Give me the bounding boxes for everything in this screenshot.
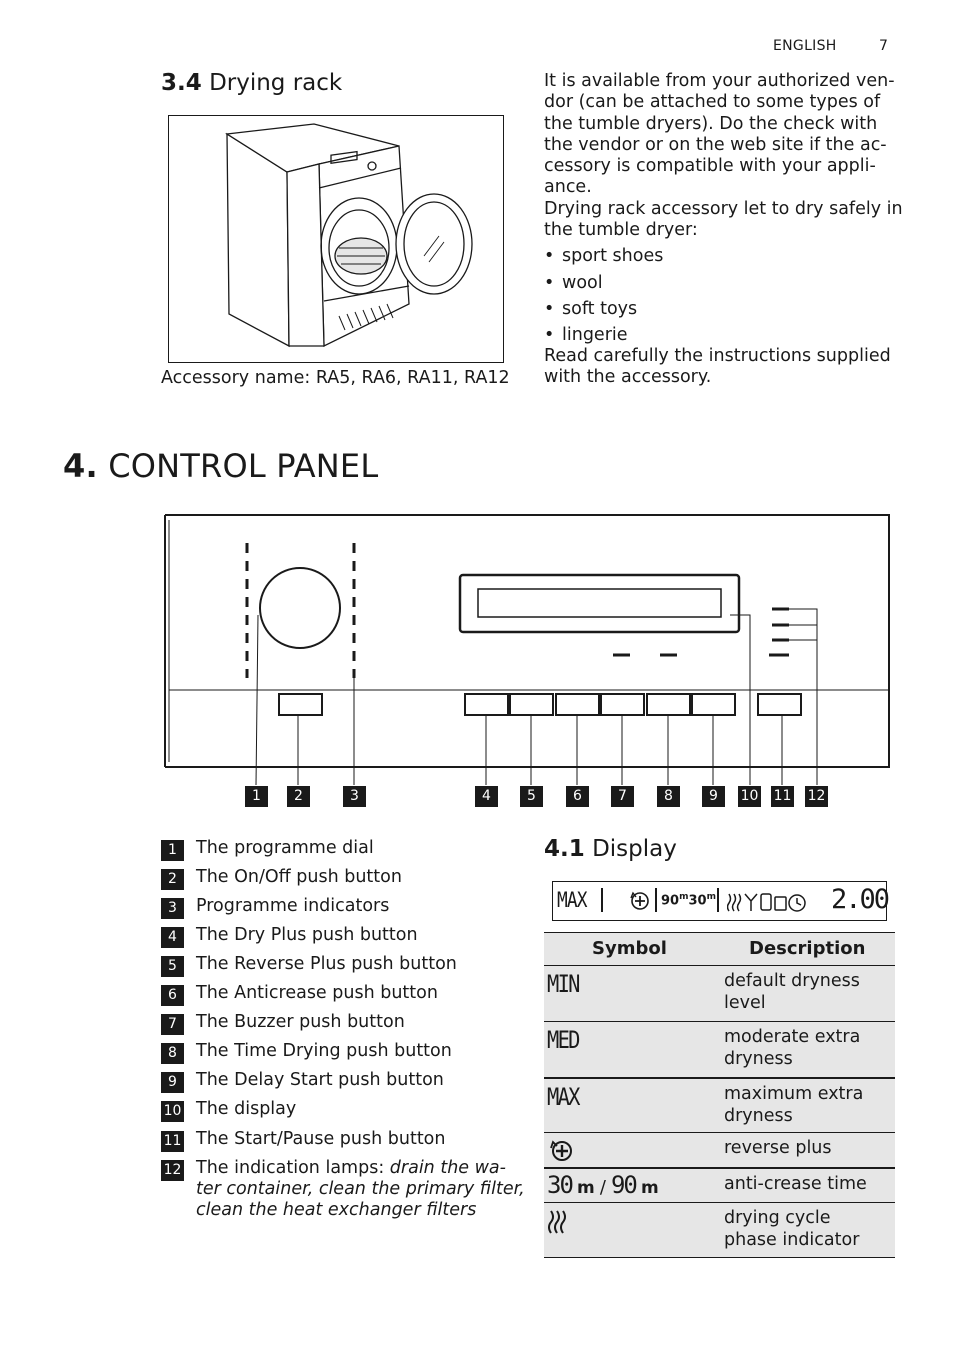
page-number: 7 [879, 38, 889, 54]
callout-2: 2 [287, 786, 310, 807]
item-number: 11 [161, 1131, 184, 1152]
drying-phase-icon [728, 894, 741, 911]
item-number: 3 [161, 898, 184, 919]
item-text: The Anticrease push button [196, 983, 438, 1003]
item-number: 12 [161, 1160, 184, 1181]
table-row [544, 1168, 895, 1203]
paragraph-availability [544, 71, 903, 241]
text-line: cessory is compatible with your appli- [544, 156, 876, 177]
callout-11: 11 [771, 786, 794, 807]
callout-8: 8 [657, 786, 680, 807]
text-line: with the accessory. [544, 367, 712, 388]
control-panel-diagram [160, 510, 894, 810]
bullet-item: • wool [544, 273, 603, 293]
table-row [544, 1203, 895, 1258]
display-unit: m [706, 892, 716, 902]
display-30: 30 [688, 893, 707, 909]
item-text-italic: clean the heat exchanger filters [196, 1200, 477, 1220]
table-row [544, 1078, 895, 1133]
filter-icon [775, 897, 786, 910]
item-number: 8 [161, 1043, 184, 1064]
item-text [196, 1158, 525, 1221]
text-line: the tumble dryer: [544, 220, 698, 241]
desc-line: maximum extra [724, 1084, 864, 1104]
symbol-max: MAX [547, 1083, 579, 1111]
symbol-anticrease [547, 1171, 659, 1199]
bullet-item: • sport shoes [544, 246, 664, 266]
item-number: 2 [161, 869, 184, 890]
symbol-min: MIN [547, 970, 579, 998]
bullet-text: wool [562, 273, 603, 293]
desc-line: dryness [724, 1106, 793, 1126]
desc-line: moderate extra [724, 1027, 861, 1047]
row-description [724, 1083, 863, 1127]
display-anticrease [661, 892, 716, 908]
item-text: The display [196, 1099, 297, 1119]
header-language: ENGLISH [773, 38, 837, 54]
table-row [544, 966, 895, 1022]
item-number: 9 [161, 1072, 184, 1093]
table-row [544, 1133, 895, 1168]
desc-line: dryness [724, 1049, 793, 1069]
text-line: the vendor or on the web site if the ac- [544, 134, 887, 155]
item-number: 6 [161, 985, 184, 1006]
text-line: Read carefully the instructions supplied [544, 346, 891, 366]
tumble-dryer-drawing [169, 116, 503, 362]
row-description [724, 1173, 867, 1195]
bullet-item: • lingerie [544, 325, 628, 345]
container-icon [761, 894, 771, 910]
column-header-description: Description [749, 938, 866, 959]
section-title: Drying rack [209, 70, 343, 96]
section-4-heading [63, 447, 378, 485]
table-row [544, 1022, 895, 1078]
symbol-unit: m [577, 1178, 595, 1198]
section-number: 4. [63, 447, 98, 485]
symbol-unit: m [640, 1178, 659, 1198]
desc-line: phase indicator [724, 1230, 860, 1250]
callout-12: 12 [805, 786, 828, 807]
table-header [544, 932, 895, 966]
text-line: It is available from your authorized ven- [544, 71, 895, 91]
reverse-plus-icon [629, 890, 651, 912]
row-description [724, 1137, 832, 1159]
desc-line: default dryness [724, 971, 860, 991]
text-line: Drying rack accessory let to dry safely in [544, 198, 903, 219]
item-number: 1 [161, 840, 184, 861]
item-number: 7 [161, 1014, 184, 1035]
item-text: The On/Off push button [196, 867, 402, 887]
item-number: 5 [161, 956, 184, 977]
item-text: The Buzzer push button [196, 1012, 405, 1032]
section-number: 3.4 [161, 70, 202, 96]
accessory-caption: Accessory name: RA5, RA6, RA11, RA12 [161, 368, 510, 388]
section-title: CONTROL PANEL [108, 447, 379, 485]
hanger-icon [745, 894, 757, 911]
text-line: ance. [544, 177, 592, 198]
item-text: The Reverse Plus push button [196, 954, 457, 974]
item-text: Programme indicators [196, 896, 390, 916]
desc-line: reverse plus [724, 1138, 832, 1158]
item-text-plain: The indication lamps: [196, 1158, 390, 1178]
item-text-italic: ter container, clean the primary filter, [196, 1179, 525, 1199]
item-number: 10 [161, 1101, 184, 1122]
row-description [724, 970, 860, 1014]
callout-1: 1 [245, 786, 268, 807]
bullet-text: soft toys [562, 299, 638, 319]
item-text: The programme dial [196, 838, 374, 858]
reverse-plus-icon [547, 1137, 575, 1163]
section-3-4-heading [161, 70, 342, 96]
drying-phase-icon [547, 1209, 569, 1235]
control-panel-drawing [160, 510, 894, 810]
text-line: dor (can be attached to some types of [544, 92, 881, 113]
row-description [724, 1026, 860, 1070]
display-strip [552, 881, 887, 921]
display-separator [717, 888, 719, 912]
desc-line: anti-crease time [724, 1174, 867, 1194]
dryer-illustration [168, 115, 504, 363]
item-text: The Time Drying push button [196, 1041, 452, 1061]
display-unit: m [679, 892, 689, 902]
symbol-separator: / [599, 1177, 606, 1198]
display-separator [655, 888, 657, 912]
row-description [724, 1207, 859, 1251]
column-header-symbol: Symbol [592, 938, 667, 959]
callout-7: 7 [611, 786, 634, 807]
bullet-text: lingerie [562, 325, 628, 345]
symbol-med: MED [547, 1026, 579, 1054]
text-line: the tumble dryers). Do the check with [544, 113, 878, 134]
paragraph-instructions [544, 346, 891, 389]
display-max: MAX [557, 888, 587, 912]
item-text: The Dry Plus push button [196, 925, 418, 945]
callout-4: 4 [475, 786, 498, 807]
desc-line: drying cycle [724, 1208, 831, 1228]
item-number: 4 [161, 927, 184, 948]
section-number: 4.1 [544, 836, 585, 862]
callout-10: 10 [738, 786, 761, 807]
symbol-30: 30 [547, 1171, 572, 1199]
callout-5: 5 [520, 786, 543, 807]
bullet-text: sport shoes [562, 246, 664, 266]
symbol-90: 90 [610, 1171, 636, 1199]
display-icons [727, 891, 827, 913]
desc-line: level [724, 993, 766, 1013]
callout-6: 6 [566, 786, 589, 807]
display-90: 90 [661, 893, 680, 909]
callout-3: 3 [343, 786, 366, 807]
item-text: The Start/Pause push button [196, 1129, 446, 1149]
section-title: Display [592, 836, 677, 862]
display-separator [601, 888, 603, 912]
display-time: 2.00 [831, 884, 889, 915]
bullet-item: • soft toys [544, 299, 638, 319]
callout-9: 9 [702, 786, 725, 807]
section-4-1-heading [544, 836, 677, 862]
item-text-italic: drain the wa- [389, 1158, 506, 1178]
item-text: The Delay Start push button [196, 1070, 444, 1090]
